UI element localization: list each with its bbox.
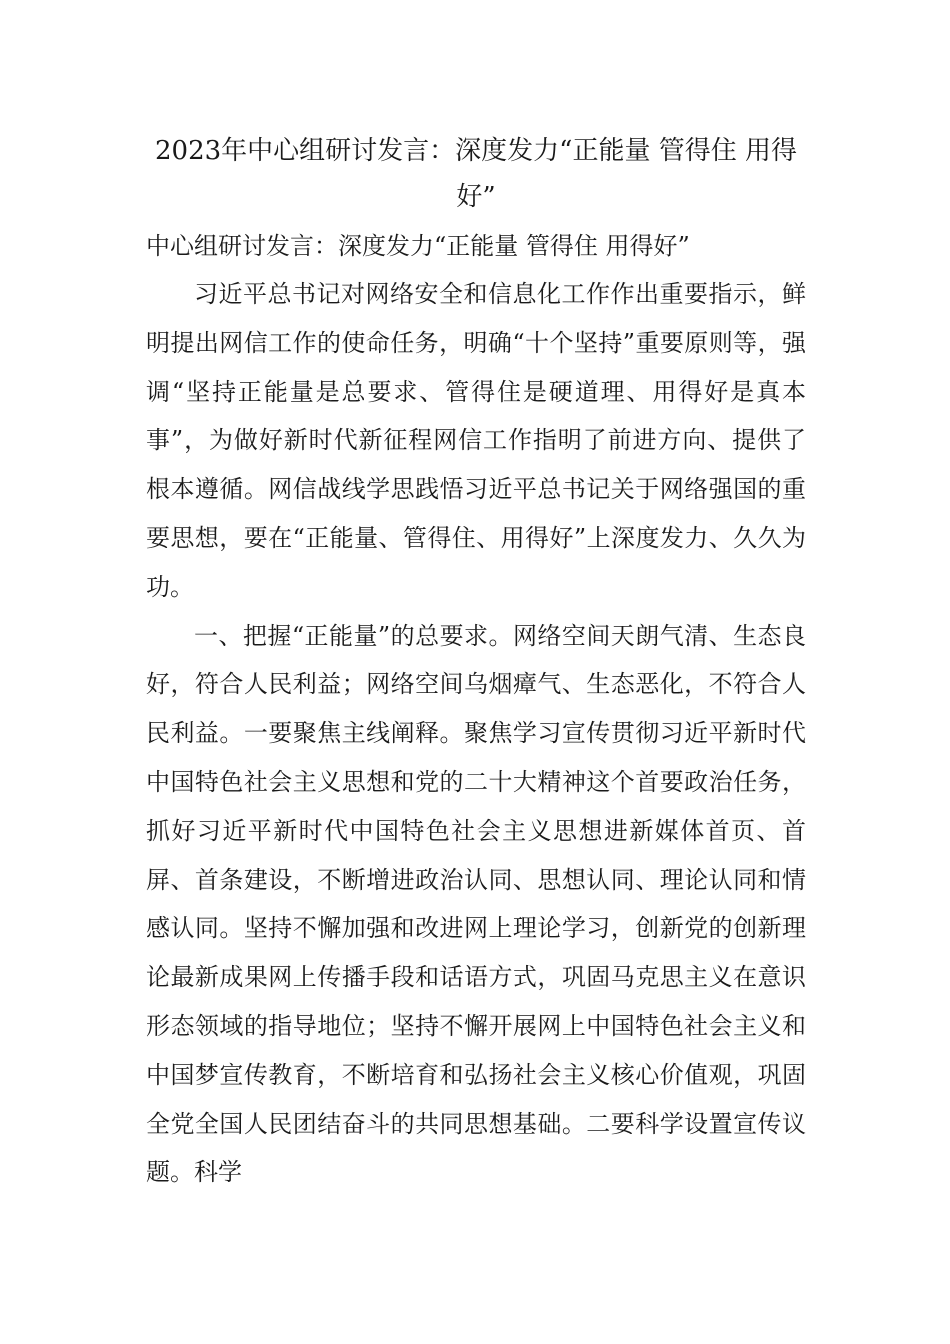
document-subtitle: 中心组研讨发言：深度发力“正能量 管得住 用得好” — [146, 232, 690, 260]
paragraph-section-one: 一、把握“正能量”的总要求。网络空间天朗气清、生态良好，符合人民利益；网络空间乌烟瘴气、生态恶化，不符合人民利益。一要聚焦主线阐释。聚焦学习宣传贯彻习近平新时代中国特色社会主义思想和党的二十大精神这个首要政治任务，抓好习近平新时代中国特色社会主义思想进新媒体首页、首屏、首条建设，不断增进政治认同、思想认同、理论认同和情感认同。坚持不懈加强和改进网上理论学习，创新党的创新理论最新成果网上传播手段和话语方式，巩固马克思主义在意识形态领域的指导地位；坚持不懈开展网上中国特色社会主义和中国梦宣传教育，不断培育和弘扬社会主义核心价值观，巩固全党全国人民团结奋斗的共同思想基础。二要科学设置宣传议题。科学 — [146, 621, 806, 1187]
paragraph-intro: 习近平总书记对网络安全和信息化工作作出重要指示，鲜明提出网信工作的使命任务，明确“十个坚持”重要原则等，强调“坚持正能量是总要求、管得住是硬道理、用得好是真本事”，为做好新时代新征程网信工作指明了前进方向、提供了根本遵循。网信战线学思践悟习近平总书记关于网络强国的重要思想，要在“正能量、管得住、用得好”上深度发力、久久为功。 — [146, 280, 806, 601]
document-page — [146, 128, 806, 1197]
document-title: 2023年中心组研讨发言：深度发力“正能量 管得住 用得好” — [155, 136, 797, 212]
